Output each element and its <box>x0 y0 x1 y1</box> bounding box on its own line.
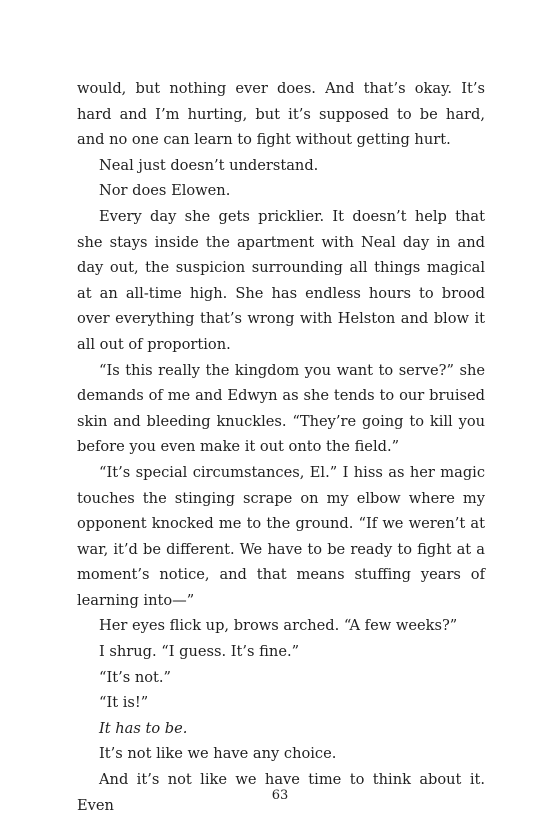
paragraph: I shrug. “I guess. It’s fine.” <box>99 643 300 661</box>
paragraph-continuation: would, but nothing ever does. And that’s okay. It’s hard and I’m hurting, but it’s supposed to be hard, and no one can learn to fight without getting hurt. <box>77 80 485 149</box>
paragraph-italic-thought: It has to be. <box>99 719 188 737</box>
body-text <box>77 76 485 818</box>
paragraph: Every day she gets pricklier. It doesn’t help that she stays inside the apartment with Neal day in and day out, the suspicion surrounding all things magical at an all-time high. She has endless hours to brood over everything that’s wrong with Helston and blow it all out of proportion. <box>77 207 485 353</box>
paragraph: Neal just doesn’t understand. <box>99 156 319 174</box>
paragraph: Nor does Elowen. <box>99 182 231 200</box>
paragraph: “Is this really the kingdom you want to serve?” she demands of me and Edwyn as she tends to our bruised skin and bleeding knuckles. “They’re going to kill you before you even make it out onto the field.” <box>77 361 485 456</box>
paragraph: Her eyes flick up, brows arched. “A few weeks?” <box>99 617 458 635</box>
paragraph: “It’s special circumstances, El.” I hiss as her magic touches the stinging scrape on my elbow where my opponent knocked me to the ground. “If we weren’t at war, it’d be different. We have to be ready to fight at a moment’s notice, and that means stuffing years of learning into—” <box>77 463 485 609</box>
paragraph: “It’s not.” <box>99 668 172 686</box>
paragraph: And it’s not like we have time to think about it. Even <box>77 771 485 814</box>
page-number: 63 <box>271 788 289 803</box>
paragraph: It’s not like we have any choice. <box>99 745 337 763</box>
paragraph: “It is!” <box>99 694 149 712</box>
